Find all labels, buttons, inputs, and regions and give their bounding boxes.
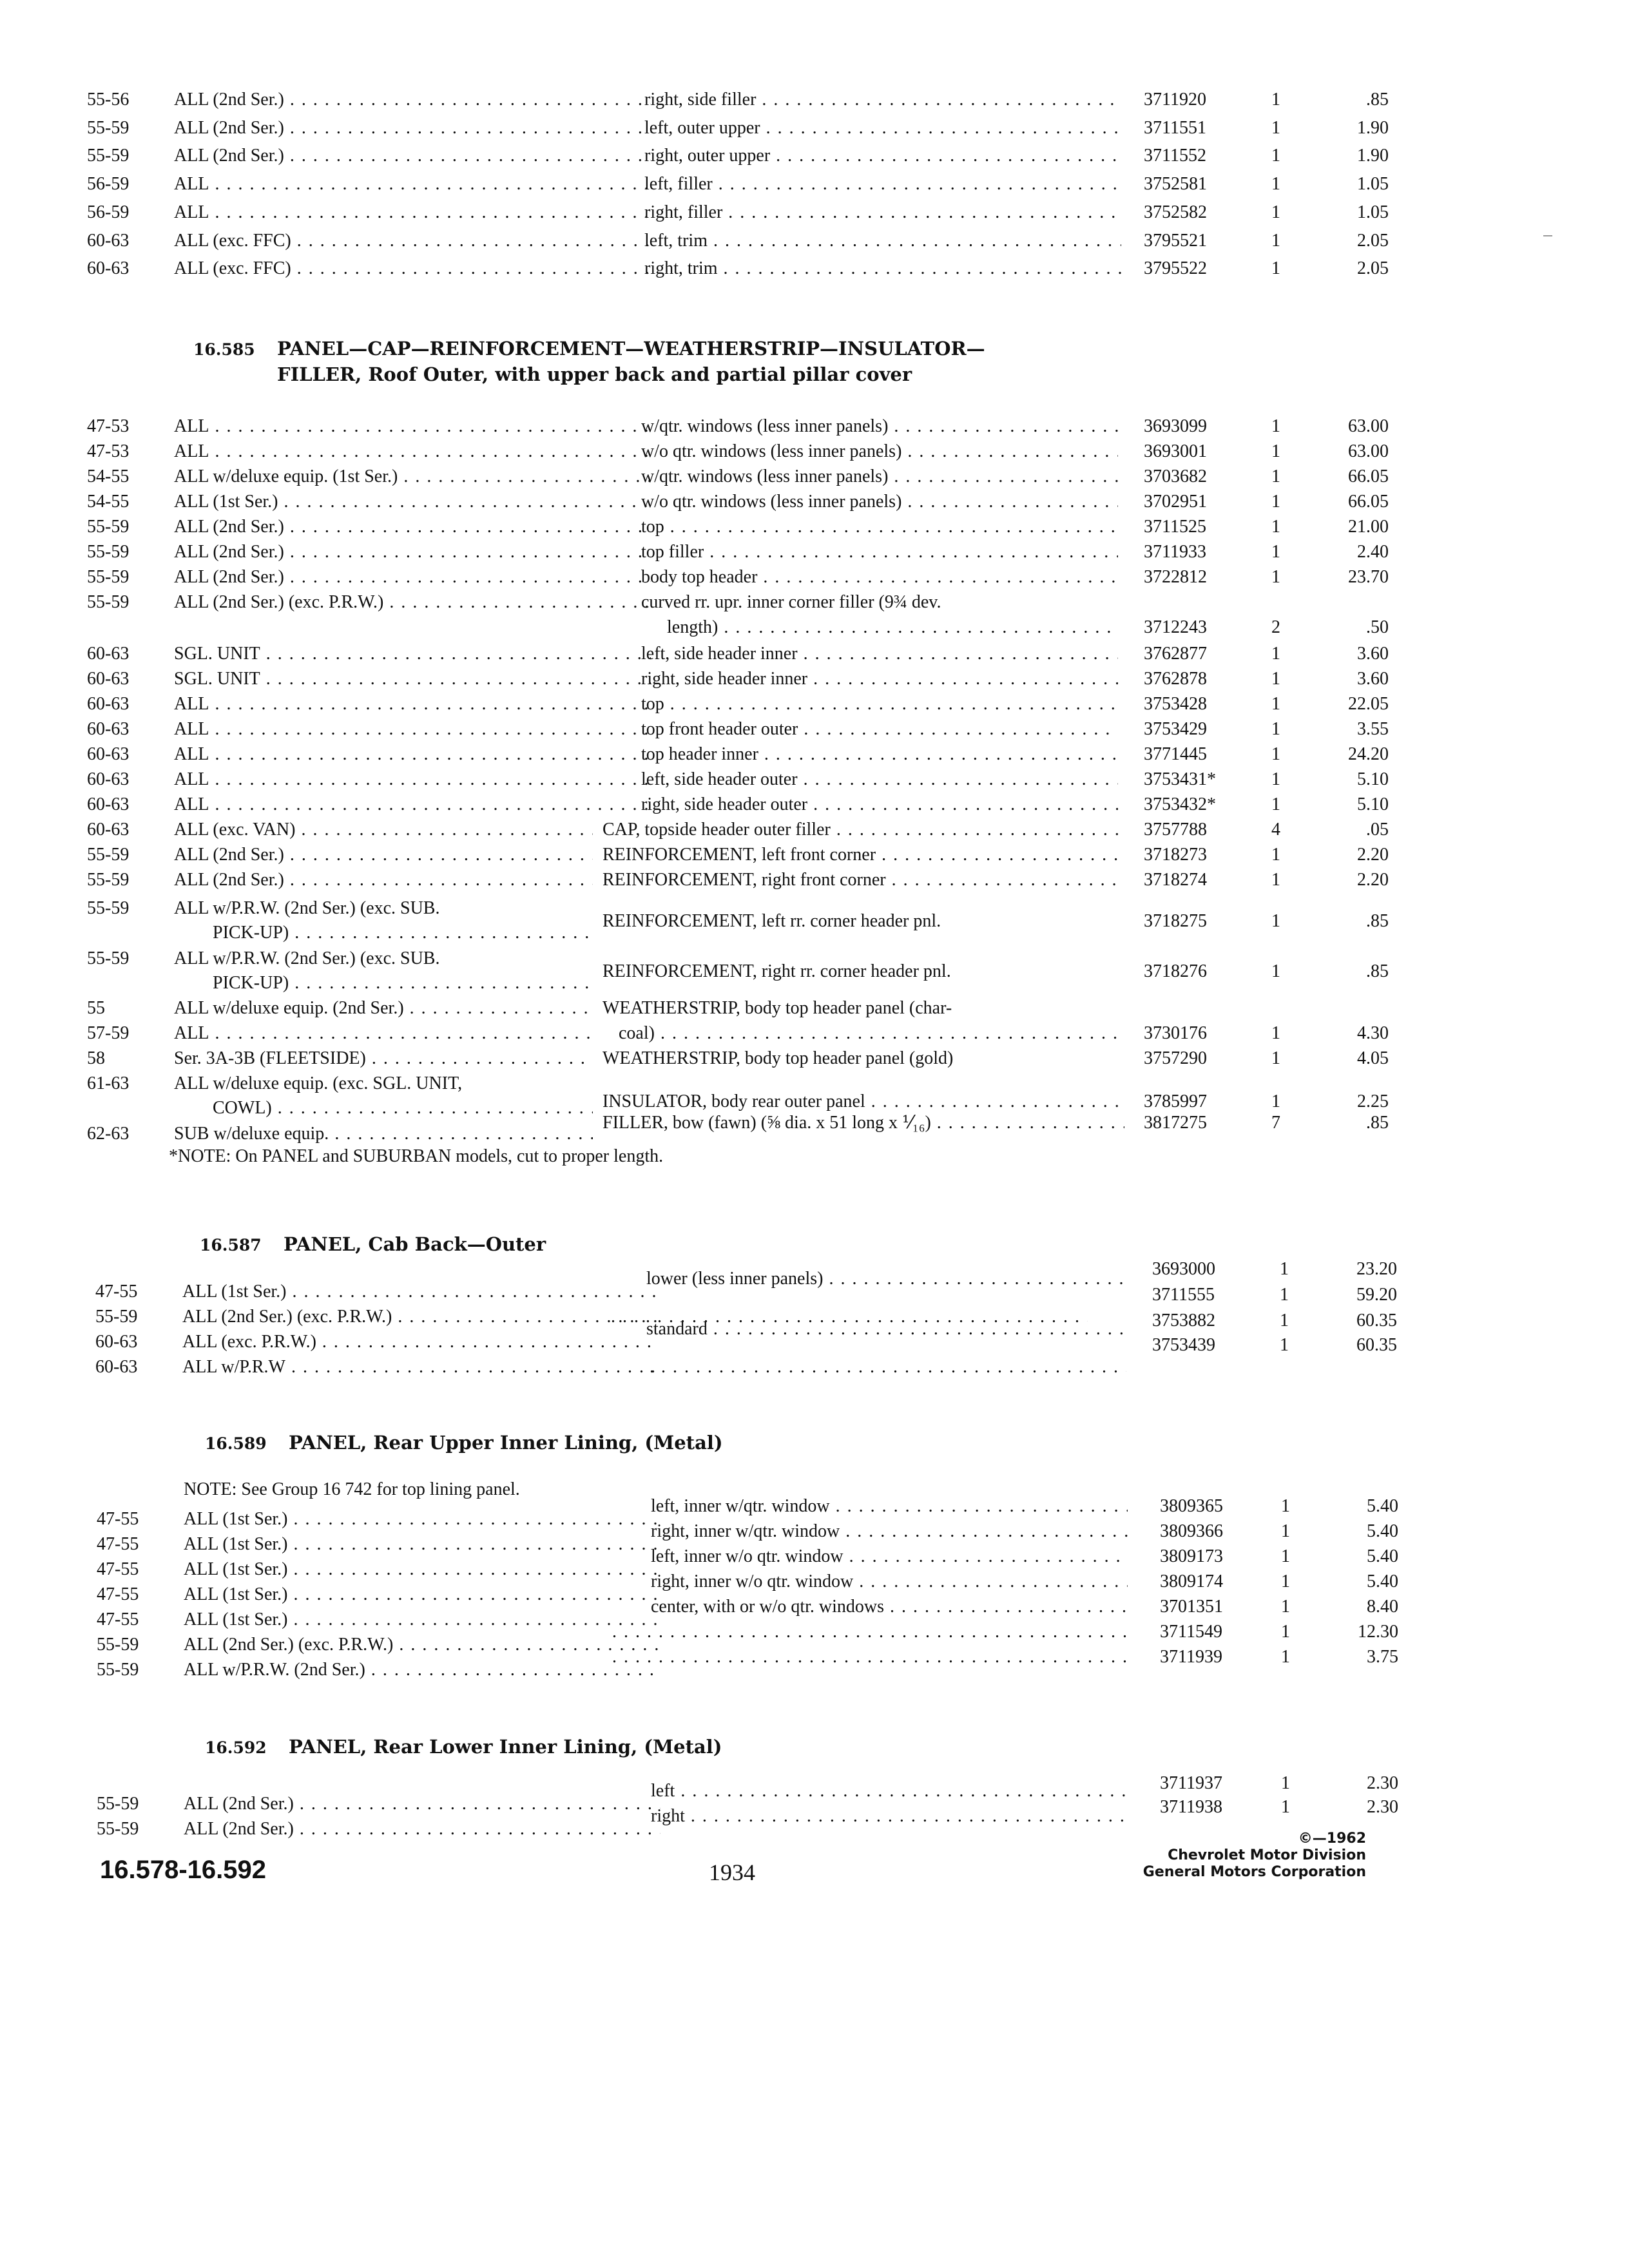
table-row: 55-59 ALL (2nd Ser.) . . . [97,1816,1321,1842]
table-row: center, with or w/o qtr. windows . . . 3701351 1 8.40 [97,1594,1321,1620]
table-row: COWL) . . . [87,1095,1311,1121]
table-row: 60-63 SGL. UNIT . . . left, side header inner . . . 3762877 1 3.60 [87,641,1311,667]
table-row: 61-63 ALL w/deluxe equip. (exc. SGL. UNIT, [87,1073,463,1093]
table-row: 60-63 ALL . . . top front header outer . . . 3753429 1 3.55 [87,716,1311,742]
table-row: 62-63 SUB w/deluxe equip. . . . [87,1121,1311,1147]
table-row: 55-59 ALL (2nd Ser.) . . . right, outer upper . . . 3711552 1 1.90 [87,143,1311,169]
table-row: INSULATOR, body rear outer panel . . . 3785997 1 2.25 [87,1089,1311,1115]
table-row: 60-63 ALL . . . left, side header outer . . . 3753431* 1 5.10 [87,767,1311,793]
table-row: 3711938 1 2.30 [1160,1797,1398,1817]
page-range: 16.578-16.592 [100,1856,267,1884]
table-row: 60-63 ALL (exc. P.R.W.) . . . [95,1329,1320,1355]
page-number: 1934 [709,1860,755,1885]
table-row: 3711555 1 59.20 [1152,1285,1397,1305]
table-row: 55-56 ALL (2nd Ser.) . . . right, side filler . . . 3711920 1 .85 [87,87,1311,113]
table-row: 55-59 ALL (2nd Ser.) (exc. P.R.W.) . . . curved rr. upr. inner corner filler (9¾ dev. [87,590,1311,615]
table-row: 3753882 1 60.35 [1152,1311,1397,1331]
table-row: FILLER, bow (fawn) (⅝ dia. x 51 long x ⅟₁₆) . . . 3817275 7 .85 [87,1110,1311,1136]
table-row: standard . . . [95,1316,1320,1342]
table-row: 55-59 ALL w/P.R.W. (2nd Ser.) (exc. SUB. [87,948,440,968]
table-row: left . . . [97,1778,1321,1804]
table-row: PICK-UP) . . . [87,920,1311,946]
table-row: right, inner w/o qtr. window . . . 3809174 1 5.40 [97,1569,1321,1595]
table-row: 60-63 ALL . . . right, side header outer . . . 3753432* 1 5.10 [87,792,1311,818]
table-row: 47-55 ALL (1st Ser.) . . . [97,1582,1321,1608]
table-row: 56-59 ALL . . . left, filler . . . 3752581 1 1.05 [87,171,1311,197]
table-row: REINFORCEMENT, right rr. corner header pnl. 3718276 1 .85 [602,961,1389,981]
table-row: 47-55 ALL (1st Ser.) . . . [97,1532,1321,1557]
table-row: . . . 3711549 1 12.30 [97,1619,1321,1645]
table-row: PICK-UP) . . . [87,970,1311,996]
table-row: 55-59 ALL w/P.R.W. (2nd Ser.) (exc. SUB. [87,898,440,918]
table-row: 55-59 ALL (2nd Ser.) . . . top . . . 3711525 1 21.00 [87,514,1311,540]
table-row: 47-53 ALL . . . w/o qtr. windows (less inner panels) . . . 3693001 1 63.00 [87,439,1311,465]
table-row: 55-59 ALL (2nd Ser.) . . . top filler . . . 3711933 1 2.40 [87,539,1311,565]
table-row: 55-59 ALL (2nd Ser.) . . . [97,1791,1321,1817]
table-row: left, inner w/o qtr. window . . . 3809173 1 5.40 [97,1544,1321,1570]
table-row: left, inner w/qtr. window . . . 3809365 1 5.40 [97,1494,1321,1519]
table-row: 60-63 ALL . . . top . . . 3753428 1 22.05 [87,691,1311,717]
scan-mark [1543,235,1552,236]
section-heading-16585: 16.585 PANEL—CAP—REINFORCEMENT—WEATHERSTRIP—INSULATOR— [193,338,985,360]
table-row: . . . 3711939 1 3.75 [97,1644,1321,1670]
table-row: 55-59 ALL (2nd Ser.) . . . left, outer upper . . . 3711551 1 1.90 [87,115,1311,141]
division-name: Chevrolet Motor Division [1168,1847,1366,1863]
section-heading-16592: 16.592 PANEL, Rear Lower Inner Lining, (Metal) [205,1736,722,1758]
section-note: *NOTE: On PANEL and SUBURBAN models, cut to proper length. [169,1146,664,1166]
table-row: 3711937 1 2.30 [1160,1773,1398,1793]
table-row: 60-63 ALL (exc. VAN) . . . CAP, topside header outer filler . . . 3757788 4 .05 [87,817,1311,843]
table-row: 55-59 ALL (2nd Ser.) (exc. P.R.W.) . . . [97,1632,1321,1658]
table-row: 54-55 ALL (1st Ser.) . . . w/o qtr. windows (less inner panels) . . . 3702951 1 66.05 [87,489,1311,515]
table-row: 3693000 1 23.20 [1152,1259,1397,1279]
table-row: 47-55 ALL (1st Ser.) . . . [97,1607,1321,1633]
copyright: ©—1962 [1298,1831,1366,1847]
table-row: 47-53 ALL . . . w/qtr. windows (less inner panels) . . . 3693099 1 63.00 [87,414,1311,439]
table-row: REINFORCEMENT, left rr. corner header pnl. 3718275 1 .85 [602,911,1389,931]
table-row: 60-63 ALL w/P.R.W . . . . . . [95,1354,1320,1380]
table-row: right, inner w/qtr. window . . . 3809366 1 5.40 [97,1519,1321,1544]
table-row: 57-59 ALL . . . coal) . . . 3730176 1 4.30 [87,1021,1311,1046]
table-row: 3753439 1 60.35 [1152,1335,1397,1355]
table-row: 55-59 ALL (2nd Ser.) (exc. P.R.W.) . . . . . . [95,1304,1320,1330]
table-row: 56-59 ALL . . . right, filler . . . 3752582 1 1.05 [87,200,1311,226]
table-row: 55-59 ALL (2nd Ser.) . . . body top header . . . 3722812 1 23.70 [87,564,1311,590]
table-row: 60-63 ALL (exc. FFC) . . . left, trim . . . 3795521 1 2.05 [87,228,1311,254]
table-row: right . . . [97,1803,1321,1829]
table-row: 58 Ser. 3A-3B (FLEETSIDE) . . . WEATHERSTRIP, body top header panel (gold) 3757290 1 4.05 [87,1046,1311,1072]
table-row: 55-59 ALL (2nd Ser.) . . . REINFORCEMENT, right front corner . . . 3718274 1 2.20 [87,867,1311,893]
table-row: 60-63 ALL (exc. FFC) . . . right, trim . . . 3795522 1 2.05 [87,256,1311,282]
section-heading-16587: 16.587 PANEL, Cab Back—Outer [200,1233,546,1255]
table-row: 60-63 ALL . . . top header inner . . . 3771445 1 24.20 [87,742,1311,767]
table-row: 60-63 SGL. UNIT . . . right, side header inner . . . 3762878 1 3.60 [87,666,1311,692]
table-row: lower (less inner panels) . . . [95,1266,1320,1292]
section-heading-16589: 16.589 PANEL, Rear Upper Inner Lining, (Metal) [205,1432,723,1454]
section-note: NOTE: See Group 16 742 for top lining panel. [184,1479,520,1499]
table-row: 55 ALL w/deluxe equip. (2nd Ser.) . . . WEATHERSTRIP, body top header panel (char- [87,995,1311,1021]
table-row: 55-59 ALL w/P.R.W. (2nd Ser.) . . . [97,1657,1321,1683]
table-row: 54-55 ALL w/deluxe equip. (1st Ser.) . . . w/qtr. windows (less inner panels) . . . 3703682 1 66.05 [87,464,1311,490]
table-row: 55-59 ALL (2nd Ser.) . . . REINFORCEMENT, left front corner . . . 3718273 1 2.20 [87,842,1311,868]
table-row: length) . . . 3712243 2 .50 [87,615,1311,640]
table-row: 47-55 ALL (1st Ser.) . . . [95,1279,1320,1305]
table-row: 47-55 ALL (1st Ser.) . . . [97,1506,1321,1532]
section-subheading-16585: FILLER, Roof Outer, with upper back and partial pillar cover [277,363,912,385]
table-row: 47-55 ALL (1st Ser.) . . . [97,1557,1321,1582]
corporation-name: General Motors Corporation [1142,1864,1366,1880]
